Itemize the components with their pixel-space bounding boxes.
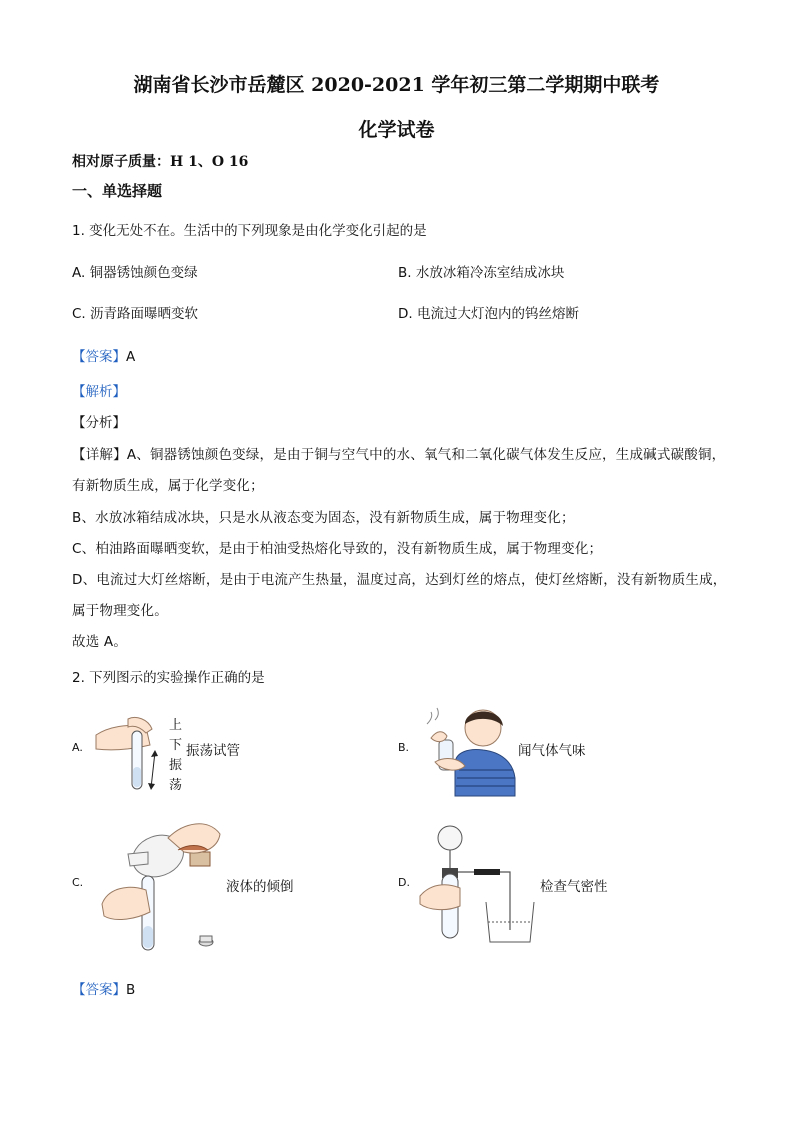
q1-detail-line-4: C、柏油路面曝晒变软，是由于柏油受热熔化导致的，没有新物质生成，属于物理变化；	[72, 541, 603, 557]
q2-option-a-caption: 振荡试管	[186, 743, 240, 759]
q1-option-c: C. 沥青路面曝晒变软	[72, 306, 199, 322]
paper-subtitle: 化学试卷	[358, 119, 435, 141]
q2-option-a-letter: A.	[72, 741, 83, 754]
q2-option-b-letter: B.	[398, 741, 410, 754]
up-down-arrow-icon	[148, 748, 162, 792]
q2-option-c-caption: 液体的倾倒	[226, 879, 294, 895]
q1-detail-line-7: 故选 A。	[72, 634, 128, 650]
detail-text: A、铜器锈蚀颜色变绿，是由于铜与空气中的水、氧气和二氧化碳气体发生反应，生成碱式碳酸铜，	[126, 447, 726, 463]
q1-option-b: B. 水放冰箱冷冻室结成冰块	[398, 265, 565, 281]
shake-label-zhen: 振	[169, 758, 183, 773]
q2-stem: 2. 下列图示的实验操作正确的是	[72, 670, 265, 686]
q1-fenxi-tag: 【分析】	[72, 415, 126, 431]
q2-option-d-caption: 检查气密性	[540, 879, 608, 895]
answer-tag: 【答案】	[72, 349, 126, 365]
q1-option-a: A. 铜器锈蚀颜色变绿	[72, 265, 198, 281]
answer-tag: 【答案】	[72, 982, 126, 998]
q1-answer-line	[72, 345, 135, 365]
q1-detail-line-1	[72, 443, 725, 463]
airtightness-check-figure	[420, 818, 540, 946]
q1-option-d: D. 电流过大灯泡内的钨丝熔断	[398, 306, 579, 322]
q1-detail-line-5: D、电流过大灯丝熔断，是由于电流产生热量，温度过高，达到灯丝的熔点，使灯丝熔断，没有新物质生成，	[72, 572, 727, 588]
q1-detail-line-6: 属于物理变化。	[72, 603, 168, 619]
q2-answer-value: B	[126, 982, 136, 998]
q1-jiexi-tag: 【解析】	[72, 384, 126, 400]
q2-option-c-letter: C.	[72, 876, 84, 889]
shake-label-down: 下	[169, 738, 183, 753]
smelling-gas-figure	[425, 700, 517, 798]
q2-answer-line	[72, 978, 135, 998]
shake-label-up: 上	[169, 718, 183, 733]
q1-stem: 1. 变化无处不在。生活中的下列现象是由化学变化引起的是	[72, 223, 427, 239]
q1-detail-line-3: B、水放冰箱结成冰块，只是水从液态变为固态，没有新物质生成，属于物理变化；	[72, 510, 575, 526]
paper-title: 湖南省长沙市岳麓区 2020-2021 学年初三第二学期期中联考	[133, 74, 660, 96]
section-heading: 一、单选择题	[72, 182, 163, 200]
q1-answer-value: A	[126, 349, 136, 365]
q2-option-d-letter: D.	[398, 876, 410, 889]
q2-option-b-caption: 闻气体气味	[518, 743, 586, 759]
pouring-liquid-figure	[98, 808, 228, 958]
detail-tag: 【详解】	[72, 447, 127, 463]
shake-label-dang: 荡	[169, 778, 183, 793]
q1-detail-line-2: 有新物质生成，属于化学变化；	[72, 478, 264, 494]
atomic-mass-note: 相对原子质量：H 1、O 16	[72, 154, 249, 170]
